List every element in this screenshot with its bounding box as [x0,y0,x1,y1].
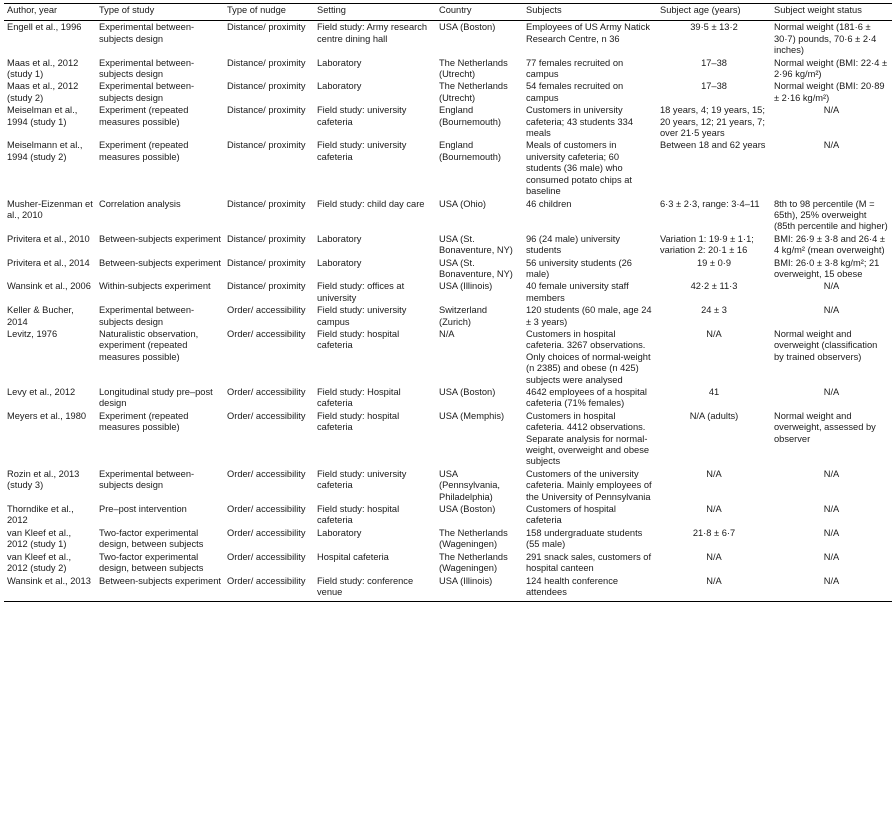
cell-country: USA (Boston) [439,387,496,397]
cell-country: N/A [439,328,455,339]
cell-setting: Field study: offices at university [317,281,405,303]
header-nudge-type: Type of nudge [224,4,314,21]
cell-subjects: Customers of hospital cafeteria [526,504,616,526]
cell-nudge-type: Order/ accessibility [227,305,306,316]
cell-weight: Normal weight (BMI: 20·89 ± 2·16 kg/m²) [774,81,885,103]
cell-age: N/A [706,468,722,479]
cell-country: Switzerland (Zurich) [439,305,488,327]
cell-country: USA (Ohio) [439,198,487,209]
cell-author: Privitera et al., 2010 [7,233,90,244]
cell-author: Wansink et al., 2006 [7,281,91,292]
cell-weight: N/A [823,504,840,515]
cell-author: Maas et al., 2012 (study 1) [7,57,79,80]
cell-weight: N/A [823,387,840,397]
cell-study-type: Experiment (repeated measures possible) [99,410,189,433]
cell-author: Privitera et al., 2014 [7,257,90,268]
cell-age: Variation 1: 19·9 ± 1·1; variation 2: 20·1 ± 16 [660,233,754,256]
cell-age: N/A [706,504,722,515]
header-age: Subject age (years) [657,4,771,21]
table-row [4,527,892,551]
cell-subjects: Customers in university cafeteria; 43 students 334 meals [526,105,633,139]
cell-setting: Field study: Hospital cafeteria [317,387,401,409]
cell-weight: N/A [823,281,840,292]
cell-subjects: 54 females recruited on campus [526,81,624,103]
cell-author: Wansink et al., 2013 [4,575,96,602]
cell-age: N/A [706,328,722,339]
cell-weight: Normal weight and overweight (classification by trained observers) [774,328,878,362]
cell-nudge-type: Distance/ proximity [227,22,306,33]
cell-weight: N/A [823,105,840,116]
table-container [4,3,892,602]
cell-age: 19 ± 0·9 [696,257,732,268]
cell-country: USA (Illinois) [439,281,493,292]
cell-age: 21·8 ± 6·7 [692,527,736,538]
table-row [4,21,892,57]
table-row [4,233,892,257]
cell-subjects: Customers in hospital cafeteria. 3267 observations. Only choices of normal-weight (n 2385) and obese (n 425) subjects were analysed [526,328,651,385]
cell-author: Rozin et al., 2013 (study 3) [7,468,80,491]
cell-country: The Netherlands (Utrecht) [439,81,508,103]
cell-setting: Field study: child day care [317,198,425,209]
cell-weight: 8th to 98 percentile (M = 65th), 25% overweight (85th percentile and higher) [774,198,888,232]
cell-weight: N/A [823,527,840,538]
cell-nudge-type: Order/ accessibility [227,468,306,479]
cell-subjects: 96 (24 male) university students [526,233,621,256]
header-author: Author, year [4,4,96,21]
cell-age: 41 [708,387,720,397]
table-row [4,468,892,503]
cell-study-type: Experimental between-subjects design [99,22,195,44]
cell-author: Meiselman et al., 1994 (study 1) [7,105,78,127]
cell-weight: Normal weight (181·6 ± 30·7) pounds, 70·6 ± 2·4 inches) [774,22,877,56]
cell-author: Maas et al., 2012 (study 2) [7,81,79,103]
cell-age: 24 ± 3 [701,305,727,316]
cell-nudge-type: Order/ accessibility [224,575,314,602]
cell-study-type: Experimental between-subjects design [99,468,195,491]
cell-author: Thorndike et al., 2012 [7,504,74,526]
cell-nudge-type: Order/ accessibility [227,328,306,339]
cell-nudge-type: Distance/ proximity [227,140,306,151]
cell-weight: BMI: 26·0 ± 3·8 kg/m²; 21 overweight, 15 obese [774,257,880,279]
cell-weight: N/A [823,305,840,316]
cell-setting: Field study: hospital cafeteria [317,410,400,433]
cell-age: 17–38 [701,57,727,68]
cell-subjects: Employees of US Army Natick Research Centre, n 36 [526,22,650,44]
cell-weight: N/A [771,575,892,602]
cell-nudge-type: Order/ accessibility [227,410,306,421]
cell-subjects: Customers in hospital cafeteria. 4412 observations. Separate analysis for normal-weight, overweight and obese subjects [526,410,650,467]
cell-study-type: Correlation analysis [99,198,181,209]
cell-study-type: Experimental between-subjects design [99,305,195,327]
cell-study-type: Two-factor experimental design, between subjects [99,527,204,550]
cell-age: 6·3 ± 2·3, range: 3·4–11 [660,198,760,209]
cell-setting: Field study: university cafeteria [317,468,407,491]
cell-country: USA (Pennsylvania, Philadelphia) [439,468,500,502]
cell-setting: Field study: conference venue [314,575,436,602]
cell-setting: Laboratory [317,257,362,268]
cell-author: Keller & Bucher, 2014 [7,305,74,327]
cell-country: USA (St. Bonaventure, NY) [439,257,513,279]
table-row [4,280,892,304]
cell-nudge-type: Distance/ proximity [227,257,306,268]
cell-nudge-type: Distance/ proximity [227,233,306,244]
cell-age: 18 years, 4; 19 years, 15; 20 years, 12; 21 years, 7; over 21·5 years [660,105,765,139]
table-row [4,551,892,575]
table-row [4,198,892,233]
cell-author: Levitz, 1976 [7,328,58,339]
cell-study-type: Pre–post intervention [99,504,187,515]
cell-subjects: 77 females recruited on campus [526,57,624,80]
cell-weight: Normal weight (BMI: 22·4 ± 2·96 kg/m²) [774,57,888,80]
cell-setting: Laboratory [317,57,362,68]
cell-study-type: Experimental between-subjects design [99,57,195,80]
cell-country: England (Bournemouth) [439,140,502,162]
cell-nudge-type: Distance/ proximity [227,105,306,116]
cell-country: USA (Boston) [439,504,496,515]
table-row [4,386,892,410]
cell-nudge-type: Order/ accessibility [227,551,306,562]
table-body [4,21,892,602]
cell-country: The Netherlands (Wageningen) [439,527,508,550]
cell-study-type: Experiment (repeated measures possible) [99,140,189,162]
cell-subjects: 40 female university staff members [526,281,629,303]
cell-age: N/A (adults) [689,410,739,421]
cell-country: USA (Boston) [439,22,496,33]
cell-subjects: Meals of customers in university cafeteria; 60 students (36 male) who consumed potato chips at baseline [526,140,632,197]
cell-study-type: Two-factor experimental design, between subjects [99,551,204,574]
cell-setting: Field study: university campus [317,305,407,327]
cell-study-type: Longitudinal study pre–post design [99,387,213,409]
table-row [4,257,892,281]
cell-country: USA (St. Bonaventure, NY) [439,233,513,256]
cell-age: Between 18 and 62 years [660,140,766,151]
cell-subjects: 46 children [526,198,572,209]
cell-subjects: 158 undergraduate students (55 male) [526,527,643,550]
cell-nudge-type: Order/ accessibility [227,527,306,538]
cell-study-type: Within-subjects experiment [99,281,211,292]
cell-study-type: Between-subjects experiment [96,575,224,602]
table-row [4,139,892,197]
cell-study-type: Between-subjects experiment [99,257,221,268]
cell-subjects: 4642 employees of a hospital cafeteria (71% females) [526,387,647,409]
cell-setting: Field study: Army research centre dining hall [317,22,428,44]
cell-nudge-type: Distance/ proximity [227,281,306,292]
cell-weight: N/A [823,140,840,151]
cell-author: Meyers et al., 1980 [7,410,87,421]
cell-subjects: 56 university students (26 male) [526,257,632,279]
table-row [4,575,892,602]
cell-setting: Laboratory [317,81,362,92]
cell-weight: Normal weight and overweight, assessed by observer [774,410,876,444]
cell-country: The Netherlands (Wageningen) [439,551,508,574]
cell-age: 39·5 ± 13·2 [690,22,738,33]
cell-author: van Kleef et al., 2012 (study 1) [7,527,72,550]
table-row [4,80,892,104]
studies-table [4,3,892,602]
header-weight: Subject weight status [771,4,892,21]
cell-country: USA (Illinois) [436,575,523,602]
cell-weight: N/A [823,551,840,562]
cell-age: N/A [706,551,722,562]
table-row [4,503,892,527]
cell-setting: Field study: hospital cafeteria [317,328,400,351]
table-row [4,104,892,139]
cell-setting: Field study: hospital cafeteria [317,504,400,526]
cell-country: England (Bournemouth) [439,105,502,127]
table-header-row [4,4,892,21]
cell-author: Musher-Eizenman et al., 2010 [7,198,93,220]
cell-author: Meiselmann et al., 1994 (study 2) [7,140,83,162]
cell-subjects: 124 health conference attendees [523,575,657,602]
cell-author: van Kleef et al., 2012 (study 2) [7,551,72,574]
cell-age: 42·2 ± 11·3 [690,281,738,292]
cell-setting: Field study: university cafeteria [317,105,407,127]
header-subjects: Subjects [523,4,657,21]
cell-author: Engell et al., 1996 [7,22,82,33]
cell-weight: N/A [823,468,840,479]
table-row [4,57,892,81]
cell-nudge-type: Distance/ proximity [227,81,306,92]
table-row [4,328,892,386]
cell-age: 17–38 [701,81,727,92]
cell-nudge-type: Distance/ proximity [227,57,306,68]
cell-subjects: Customers of the university cafeteria. Mainly employees of the University of Pennsylvania [526,468,652,502]
cell-subjects: 291 snack sales, customers of hospital canteen [526,551,652,574]
cell-setting: Laboratory [317,233,362,244]
cell-setting: Laboratory [317,527,362,538]
cell-country: The Netherlands (Utrecht) [439,57,508,80]
cell-nudge-type: Order/ accessibility [227,387,306,397]
cell-weight: BMI: 26·9 ± 3·8 and 26·4 ± 4 kg/m² (mean overweight) [774,233,885,256]
cell-study-type: Naturalistic observation, experiment (repeated measures possible) [99,328,199,362]
cell-study-type: Experimental between-subjects design [99,81,195,103]
header-country: Country [436,4,523,21]
cell-setting: Field study: university cafeteria [317,140,407,162]
table-row [4,410,892,468]
cell-age: N/A [657,575,771,602]
header-study-type: Type of study [96,4,224,21]
cell-author: Levy et al., 2012 [7,387,76,397]
cell-study-type: Experiment (repeated measures possible) [99,105,189,127]
cell-nudge-type: Distance/ proximity [227,198,306,209]
table-row [4,304,892,328]
cell-nudge-type: Order/ accessibility [227,504,306,515]
cell-subjects: 120 students (60 male, age 24 ± 3 years) [526,305,652,327]
cell-study-type: Between-subjects experiment [99,233,221,244]
cell-country: USA (Memphis) [439,410,505,421]
cell-setting: Hospital cafeteria [317,551,389,562]
header-setting: Setting [314,4,436,21]
